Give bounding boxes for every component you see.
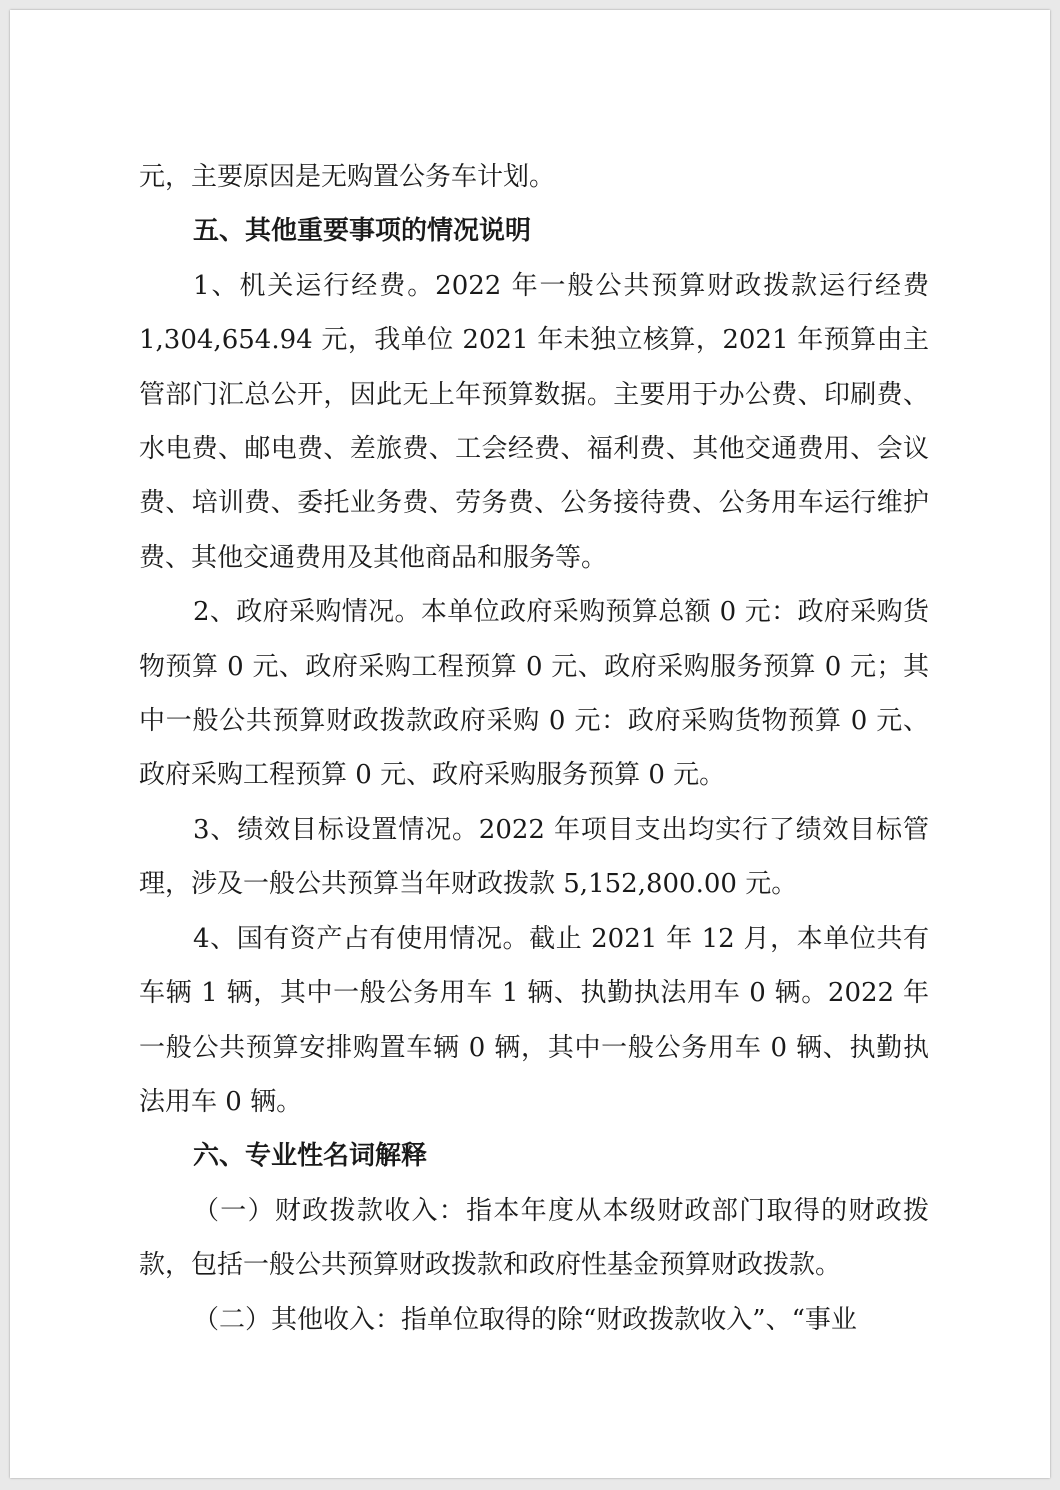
paragraph-performance-targets: 3、绩效目标设置情况。2022 年项目支出均实行了绩效目标管理，涉及一般公共预算当年财政拨款 5,152,800.00 元。 [139,814,929,900]
paragraph-continuation: 元，主要原因是无购置公务车计划。 [139,162,556,192]
paragraph-fiscal-appropriation-income: （一）财政拨款收入：指本年度从本级财政部门取得的财政拨款，包括一般公共预算财政拨款和政府性基金预算财政拨款。 [139,1195,929,1281]
document-body [139,150,929,1347]
paragraph-state-assets: 4、国有资产占有使用情况。截止 2021 年 12 月，本单位共有车辆 1 辆，其中一般公务用车 1 辆、执勤执法用车 0 辆。2022 年一般公共预算安排购置车辆 0 辆，其中一般公务用车 0 辆、执勤执法用车 0 辆。 [139,923,929,1117]
section-heading-five: 五、其他重要事项的情况说明 [193,216,532,247]
paragraph-operating-expenses: 1、机关运行经费。2022 年一般公共预算财政拨款运行经费 1,304,654.94 元，我单位 2021 年未独立核算，2021 年预算由主管部门汇总公开，因此无上年预算数据。主要用于办公费、印刷费、水电费、邮电费、差旅费、工会经费、福利费、其他交通费用、会议费、培训费、委托业务费、劳务费、公务接待费、公务用车运行维护费、其他交通费用及其他商品和服务等。 [139,270,929,573]
paragraph-government-procurement: 2、政府采购情况。本单位政府采购预算总额 0 元：政府采购货物预算 0 元、政府采购工程预算 0 元、政府采购服务预算 0 元；其中一般公共预算财政拨款政府采购 0 元：政府采购货物预算 0 元、政府采购工程预算 0 元、政府采购服务预算 0 元。 [139,597,929,791]
document-page [10,10,1050,1478]
section-heading-six: 六、专业性名词解释 [193,1141,428,1172]
paragraph-other-income: （二）其他收入：指单位取得的除“财政拨款收入”、“事业 [193,1304,857,1335]
